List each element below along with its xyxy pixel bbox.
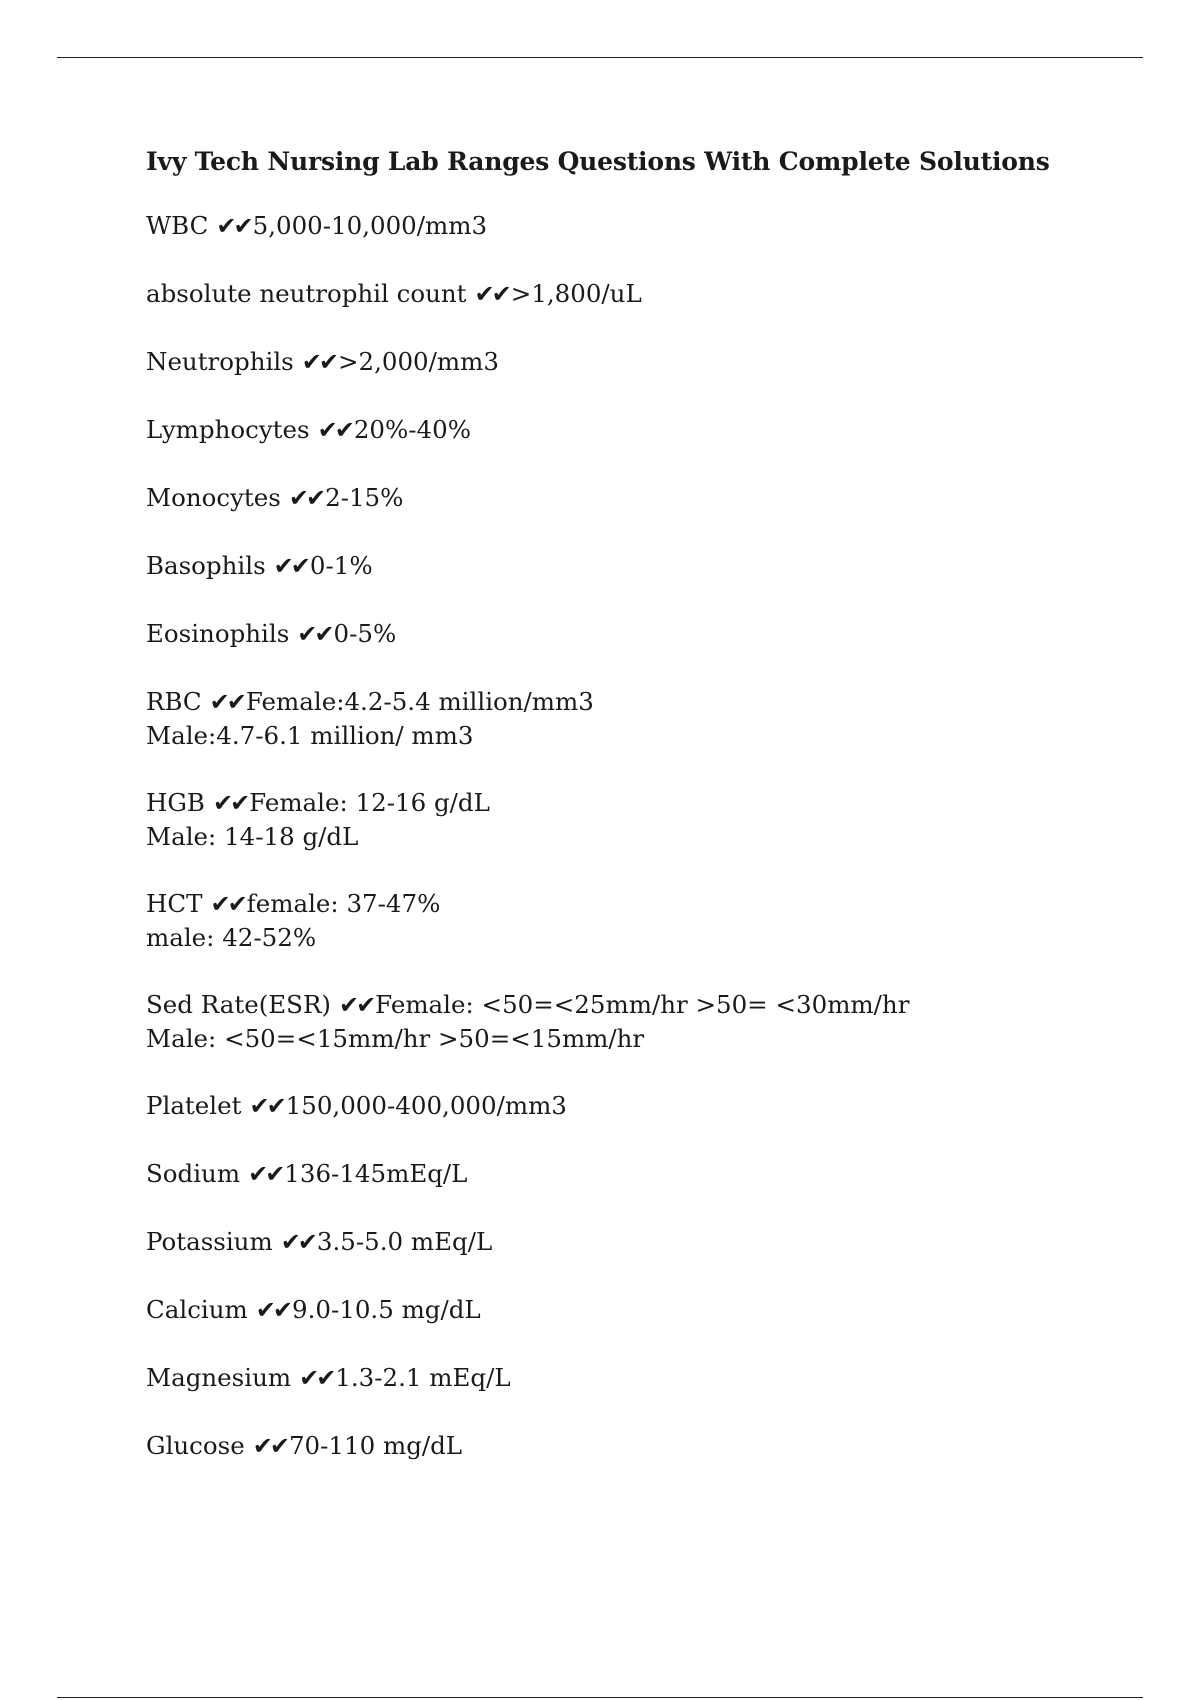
entry-answer: female: 37-47% (246, 889, 441, 918)
qa-entry (146, 1225, 1106, 1259)
entry-term: Monocytes (146, 483, 281, 512)
top-divider (57, 57, 1143, 58)
qa-entry (146, 1089, 1106, 1123)
double-check-icon: ✔✔ (288, 484, 324, 512)
entry-answer: 70-110 mg/dL (288, 1431, 463, 1460)
qa-entry (146, 549, 1106, 583)
double-check-icon: ✔✔ (338, 991, 374, 1019)
entry-term: Eosinophils (146, 619, 290, 648)
qa-entry-line (146, 549, 1106, 583)
qa-entry (146, 685, 1106, 752)
bottom-divider (57, 1697, 1143, 1698)
qa-entry (146, 1293, 1106, 1327)
entry-term: Basophils (146, 551, 266, 580)
entry-answer-continued: Male:4.7-6.1 million/ mm3 (146, 721, 474, 750)
entry-term: RBC (146, 687, 202, 716)
qa-entry-line (146, 685, 1106, 719)
qa-entry-line (146, 988, 1106, 1022)
entry-term: Glucose (146, 1431, 245, 1460)
qa-entry-line (146, 1157, 1106, 1191)
qa-entry-line (146, 786, 1106, 820)
qa-entry (146, 481, 1106, 515)
entry-answer-continued: Male: 14-18 g/dL (146, 822, 359, 851)
entry-answer-continued: Male: <50=<15mm/hr >50=<15mm/hr (146, 1024, 645, 1053)
double-check-icon: ✔✔ (317, 416, 352, 444)
entry-answer: Female: <50=<25mm/hr >50= <30mm/hr (375, 990, 910, 1019)
qa-entry-line (146, 1429, 1106, 1463)
qa-entry (146, 1361, 1106, 1395)
entry-term: Sed Rate(ESR) (146, 990, 331, 1019)
double-check-icon: ✔✔ (299, 1364, 334, 1392)
double-check-icon: ✔✔ (216, 212, 251, 240)
entry-term: Platelet (146, 1091, 242, 1120)
entry-answer: >1,800/uL (510, 279, 642, 308)
entry-term: Magnesium (146, 1363, 292, 1392)
entry-answer: 9.0-10.5 mg/dL (291, 1295, 481, 1324)
double-check-icon: ✔✔ (280, 1228, 315, 1256)
entry-answer: Female:4.2-5.4 million/mm3 (245, 687, 594, 716)
qa-entry-line (146, 345, 1106, 379)
entry-answer: 150,000-400,000/mm3 (285, 1091, 567, 1120)
entry-answer: 136-145mEq/L (284, 1159, 468, 1188)
entry-answer: >2,000/mm3 (337, 347, 499, 376)
document-title: Ivy Tech Nursing Lab Ranges Questions With Complete Solutions (146, 147, 1050, 176)
double-check-icon: ✔✔ (297, 620, 332, 648)
qa-entry-line (146, 1293, 1106, 1327)
entry-term: HGB (146, 788, 205, 817)
double-check-icon: ✔✔ (474, 280, 509, 308)
entry-answer: 20%-40% (353, 415, 472, 444)
qa-entry-line (146, 209, 1106, 243)
double-check-icon: ✔✔ (209, 688, 244, 716)
qa-entry-line (146, 481, 1106, 515)
entry-term: Potassium (146, 1227, 273, 1256)
qa-entry (146, 413, 1106, 447)
entry-answer: 1.3-2.1 mEq/L (335, 1363, 511, 1392)
qa-entry (146, 1429, 1106, 1463)
qa-entry-line (146, 617, 1106, 651)
qa-entry-line (146, 1361, 1106, 1395)
qa-entry (146, 988, 1106, 1055)
double-check-icon: ✔✔ (210, 890, 245, 918)
double-check-icon: ✔✔ (248, 1160, 283, 1188)
double-check-icon: ✔✔ (255, 1296, 290, 1324)
document-body (146, 142, 1106, 1497)
qa-entry-line (146, 1225, 1106, 1259)
qa-entry-line (146, 1089, 1106, 1123)
entry-answer: 5,000-10,000/mm3 (252, 211, 488, 240)
entry-term: Neutrophils (146, 347, 294, 376)
entry-term: WBC (146, 211, 209, 240)
qa-entry (146, 617, 1106, 651)
double-check-icon: ✔✔ (301, 348, 336, 376)
qa-entry (146, 1157, 1106, 1191)
qa-entry (146, 277, 1106, 311)
entry-term: Sodium (146, 1159, 241, 1188)
entry-answer: Female: 12-16 g/dL (249, 788, 490, 817)
qa-entry-line (146, 413, 1106, 447)
entry-term: Lymphocytes (146, 415, 310, 444)
qa-entry (146, 345, 1106, 379)
qa-entry (146, 209, 1106, 243)
double-check-icon: ✔✔ (273, 552, 308, 580)
double-check-icon: ✔✔ (249, 1092, 284, 1120)
qa-entry-list (146, 209, 1106, 1463)
double-check-icon: ✔✔ (252, 1432, 287, 1460)
entry-answer: 2-15% (325, 483, 404, 512)
qa-entry-line (146, 887, 1106, 921)
entry-term: absolute neutrophil count (146, 279, 467, 308)
entry-term: HCT (146, 889, 203, 918)
entry-answer: 0-1% (309, 551, 373, 580)
double-check-icon: ✔✔ (212, 789, 248, 817)
qa-entry (146, 786, 1106, 853)
entry-answer: 0-5% (333, 619, 397, 648)
entry-term: Calcium (146, 1295, 248, 1324)
qa-entry (146, 887, 1106, 954)
qa-entry-line (146, 277, 1106, 311)
entry-answer-continued: male: 42-52% (146, 923, 317, 952)
entry-answer: 3.5-5.0 mEq/L (316, 1227, 493, 1256)
